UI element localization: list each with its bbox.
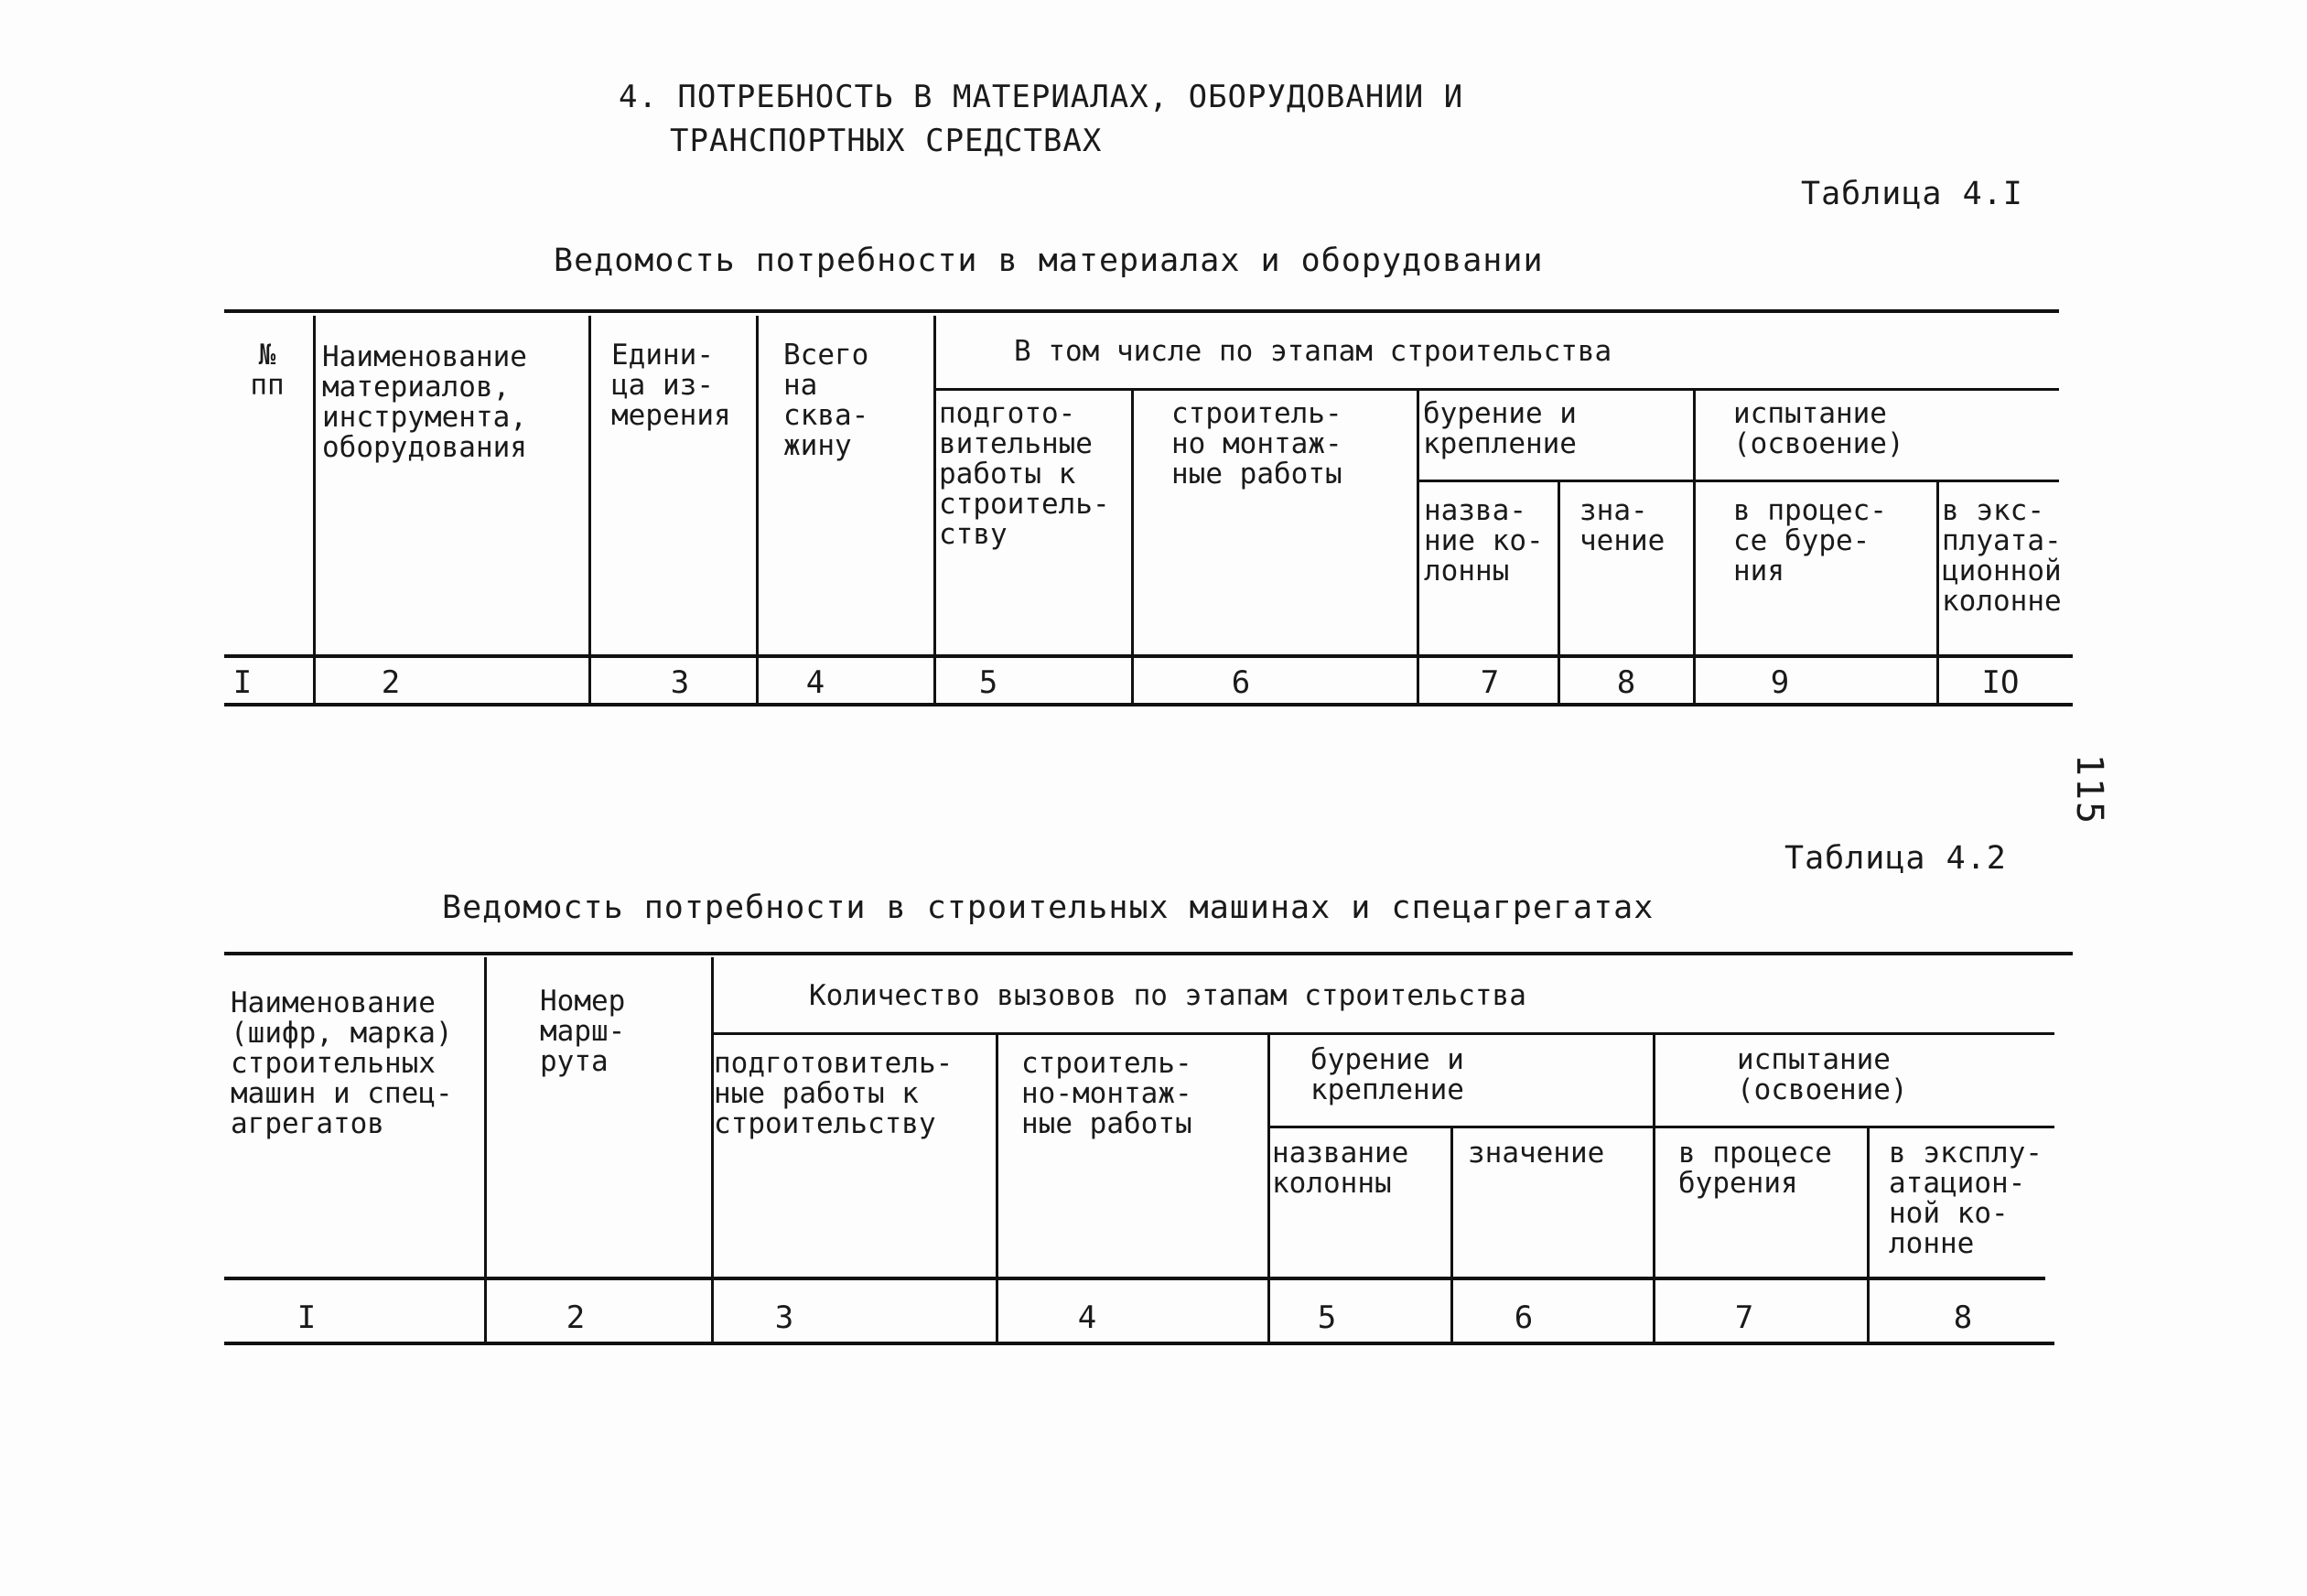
table2-colnum: 8 [1953,1299,1973,1336]
table2-colnum: 7 [1734,1299,1754,1336]
table1-header-unit: Едини- ца из- мерения [611,339,731,432]
table1-stage-rule [933,388,2059,391]
table1-colnum: 9 [1770,664,1790,701]
table2-header-bottom-rule [224,1277,2045,1280]
table1-header-col-name: назва- ние ко- лонны [1424,494,1544,588]
table1-header-prep: подгото- вительные работы к строитель- ству [939,397,1110,551]
table1-header-in-drilling: в процес- се буре- ния [1733,494,1887,588]
table2-vline [1267,1032,1270,1345]
table1-vline [756,316,759,706]
table2-header-prep: подготовитель- ные работы к строительству [714,1047,954,1140]
table1-vline [933,316,936,706]
table2-vline [711,957,714,1345]
table1-vline [588,316,591,706]
table2-colnum: 4 [1077,1299,1097,1336]
section-heading-line2: ТРАНСПОРТНЫХ СРЕДСТВАХ [670,123,1103,159]
table2-label: Таблица 4.2 [1784,840,2007,877]
table1-bottom-rule [224,703,2073,706]
table1-header-col-value: зна- чение [1579,494,1666,557]
table2-colnum: 3 [774,1299,794,1336]
table1-colnum: 3 [670,664,690,701]
table2-bottom-rule [224,1342,2054,1345]
table1-vline [313,316,316,706]
table2-header-constr: строитель- но-монтаж- ные работы [1021,1047,1192,1140]
table1-header-drilling: бурение и крепление [1423,397,1577,460]
page-number: 115 [2068,753,2111,826]
table1-header-bottom-rule [224,654,2073,658]
table2-colnum: 5 [1317,1299,1337,1336]
table2-colnum: I [296,1299,317,1336]
table2-header-stages: Количество вызовов по этапам строительства [809,979,1526,1012]
table2-vline [1653,1032,1655,1345]
table2-header-in-drilling: в процесе бурения [1678,1137,1832,1200]
table1-colnum: 4 [805,664,825,701]
table1-colnum: 6 [1231,664,1251,701]
table1-header-total: Всего на сква- жину [783,339,869,462]
table1-colnum: 5 [978,664,998,701]
table2-header-name: Наименование (шифр, марка) строительных машин и спец- агрегатов [231,987,453,1140]
table2-stage-rule [711,1032,2054,1035]
table2-vline [996,1032,998,1345]
table1-header-in-exploit: в экс- плуата- ционной колонне [1942,494,2062,618]
table1-header-testing: испытание (освоение) [1733,397,1904,460]
table1-top-rule [224,309,2059,313]
table1-colnum: I [232,664,253,701]
table1-colnum: 2 [381,664,401,701]
table2-header-col-name: название колонны [1272,1137,1409,1200]
table1-header-name: Наименование материалов, инструмента, оборудования [322,340,527,464]
table1-vline [1131,388,1134,706]
table2-top-rule [224,952,2073,955]
table1-vline [1693,388,1696,706]
table1-title: Ведомость потребности в материалах и оборудовании [554,243,1544,279]
table1-label: Таблица 4.I [1801,176,2023,212]
table2-sub-rule [1267,1126,2054,1128]
table2-colnum: 6 [1514,1299,1534,1336]
table2-header-testing: испытание (освоение) [1737,1043,1908,1106]
table1-vline [1417,388,1419,706]
section-heading-line1: 4. ПОТРЕБНОСТЬ В МАТЕРИАЛАХ, ОБОРУДОВАНИИ И [619,79,1464,115]
table1-header-constr: строитель- но монтаж- ные работы [1171,397,1342,491]
table2-vline [484,957,487,1345]
table2-header-in-exploit: в эксплу- атацион- ной ко- лонне [1889,1137,2043,1260]
table2-header-col-value: значение [1468,1137,1605,1170]
table1-sub-rule [1417,480,2059,482]
table1-header-no: № пп [250,339,285,402]
table2-header-drilling: бурение и крепление [1310,1043,1464,1106]
table2-title: Ведомость потребности в строительных машинах и спецагрегатах [442,890,1655,926]
table1-colnum: IO [1981,664,2020,701]
table1-header-stages: В том числе по этапам строительства [1014,335,1612,368]
table2-colnum: 2 [566,1299,586,1336]
table2-header-route: Номер марш- рута [540,985,626,1078]
table1-colnum: 8 [1616,664,1636,701]
table1-colnum: 7 [1480,664,1500,701]
